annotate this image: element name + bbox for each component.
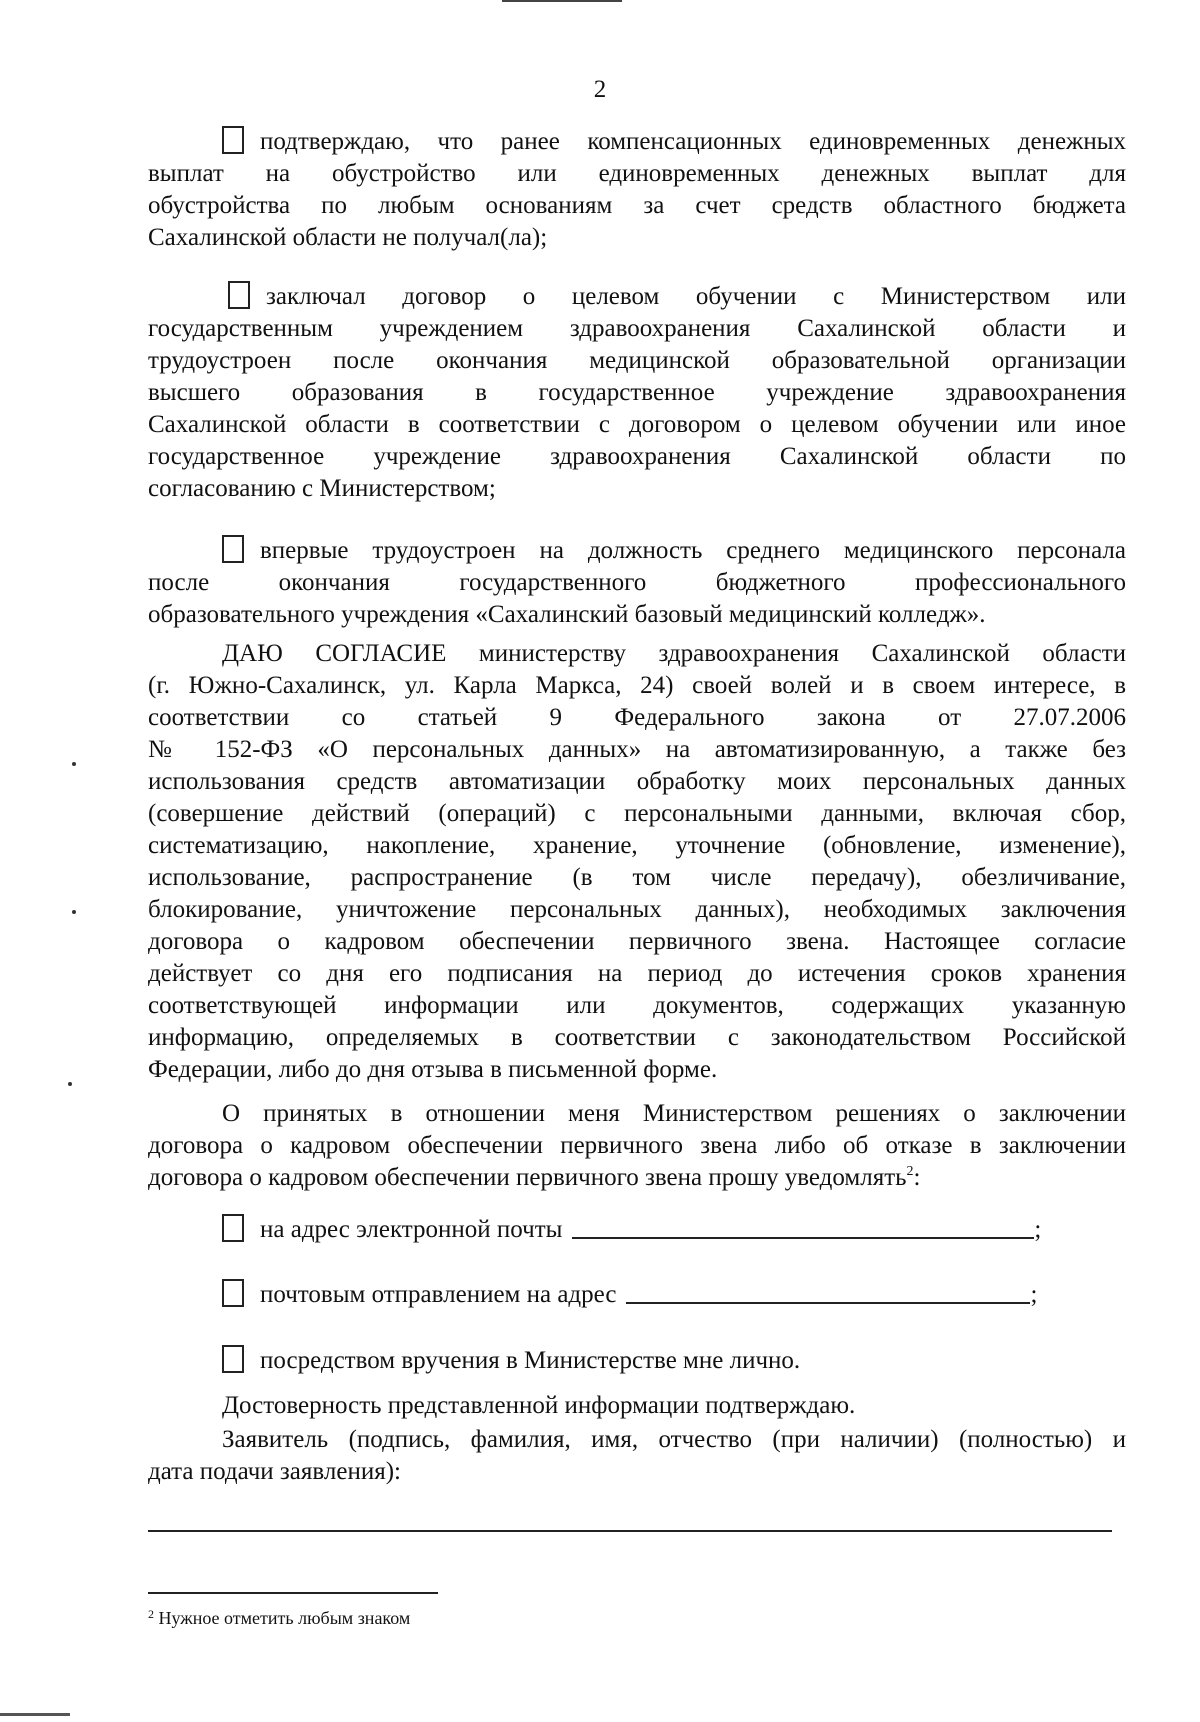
para-line: Федерации, либо до дня отзыва в письменной форме. [148,1056,718,1083]
para-line: соответствующей информации или документов, содержащих указанную [148,992,1126,1019]
para-line: договора о кадровом обеспечении первичного звена либо об отказе в заключении [148,1132,1126,1159]
scan-dot [68,1082,72,1086]
option-personal [222,1345,800,1377]
para-line: государственное учреждение здравоохранения Сахалинской области по [148,443,1126,470]
footnote-text: Нужное отметить любым знаком [158,1608,411,1628]
footnote-number: 2 [148,1607,154,1621]
signature-line[interactable] [148,1530,1112,1532]
para-line: заключал договор о целевом обучении с Министерством или [266,283,1126,310]
footnote-rule [148,1592,438,1594]
checkbox-email[interactable] [222,1214,244,1242]
para-line: выплат на обустройство или единовременных денежных выплат для [148,160,1126,187]
para-line: после окончания государственного бюджетного профессионального [148,569,1126,596]
footnote [148,1603,410,1629]
para-line: впервые трудоустроен на должность среднего медицинского персонала [260,537,1126,564]
scan-artifact-line [0,1713,70,1716]
para-line: (г. Южно-Сахалинск, ул. Карла Маркса, 24) своей волей и в своем интересе, в [148,672,1126,699]
checkbox-target-training[interactable] [228,281,250,309]
para-line: ДАЮ СОГЛАСИЕ министерству здравоохранения Сахалинской области [222,640,1126,667]
para-line: О принятых в отношении меня Министерством решениях о заключении [222,1100,1126,1127]
para-line: блокирование, уничтожение персональных данных), необходимых заключения [148,896,1126,923]
paragraph-notification [148,1098,1126,1194]
scan-dot [72,762,76,766]
paragraph-target-training [148,281,1126,505]
para-line: Сахалинской области не получал(ла); [148,224,548,251]
footnote-reference: 2 [906,1164,914,1179]
para-line: № 152-ФЗ «О персональных данных» на автоматизированную, а также без [148,736,1126,763]
option-email-label: на адрес электронной почты [260,1216,563,1243]
para-line: трудоустроен после окончания медицинской образовательной организации [148,347,1126,374]
para-line: использования средств автоматизации обработку моих персональных данных [148,768,1126,795]
para-line: дата подачи заявления): [148,1458,401,1485]
para-line: Заявитель (подпись, фамилия, имя, отчество (при наличии) (полностью) и [222,1426,1126,1453]
para-line: действует со дня его подписания на период до истечения сроков хранения [148,960,1126,987]
paragraph-first-employment [148,535,1126,631]
para-line: подтверждаю, что ранее компенсационных единовременных денежных [260,128,1126,155]
para-line: обустройства по любым основаниям за счет средств областного бюджета [148,192,1126,219]
option-post [222,1279,1037,1311]
para-line: государственным учреждением здравоохранения Сахалинской области и [148,315,1126,342]
para-line: договора о кадровом обеспечении первичного звена прошу уведомлять [148,1164,907,1191]
checkbox-first-employment[interactable] [222,535,244,563]
email-field[interactable] [572,1215,1034,1239]
punctuation: ; [1034,1216,1042,1243]
checkbox-post[interactable] [222,1279,244,1307]
paragraph-applicant [148,1424,1126,1488]
para-line: (совершение действий (операций) с персональными данными, включая сбор, [148,800,1126,827]
page-number: 2 [593,76,607,103]
para-line: использование, распространение (в том числе передачу), обезличивание, [148,864,1126,891]
paragraph-consent [148,638,1126,1086]
option-email [222,1214,1041,1246]
para-line: Сахалинской области в соответствии с договором о целевом обучении или иное [148,411,1126,438]
scan-dot [72,910,76,914]
para-line: образовательного учреждения «Сахалинский базовый медицинский колледж». [148,601,986,628]
checkbox-personal[interactable] [222,1345,244,1373]
confirmation-text: Достоверность представленной информации подтверждаю. [222,1392,856,1419]
para-line: систематизацию, накопление, хранение, уточнение (обновление, изменение), [148,832,1126,859]
option-personal-label: посредством вручения в Министерстве мне лично. [260,1347,801,1374]
para-line: согласованию с Министерством; [148,475,496,502]
paragraph-no-prior-payments [148,126,1126,254]
para-line: высшего образования в государственное учреждение здравоохранения [148,379,1126,406]
scan-artifact-line [502,0,622,2]
para-line: соответствии со статьей 9 Федерального закона от 27.07.2006 [148,704,1126,731]
postal-address-field[interactable] [626,1280,1030,1304]
para-line: информацию, определяемых в соответствии с законодательством Российской [148,1024,1126,1051]
para-line: договора о кадровом обеспечении первичного звена. Настоящее согласие [148,928,1126,955]
checkbox-no-prior-payments[interactable] [222,126,244,154]
punctuation: ; [1030,1281,1038,1308]
option-post-label: почтовым отправлением на адрес [260,1281,617,1308]
punctuation: : [913,1164,921,1191]
